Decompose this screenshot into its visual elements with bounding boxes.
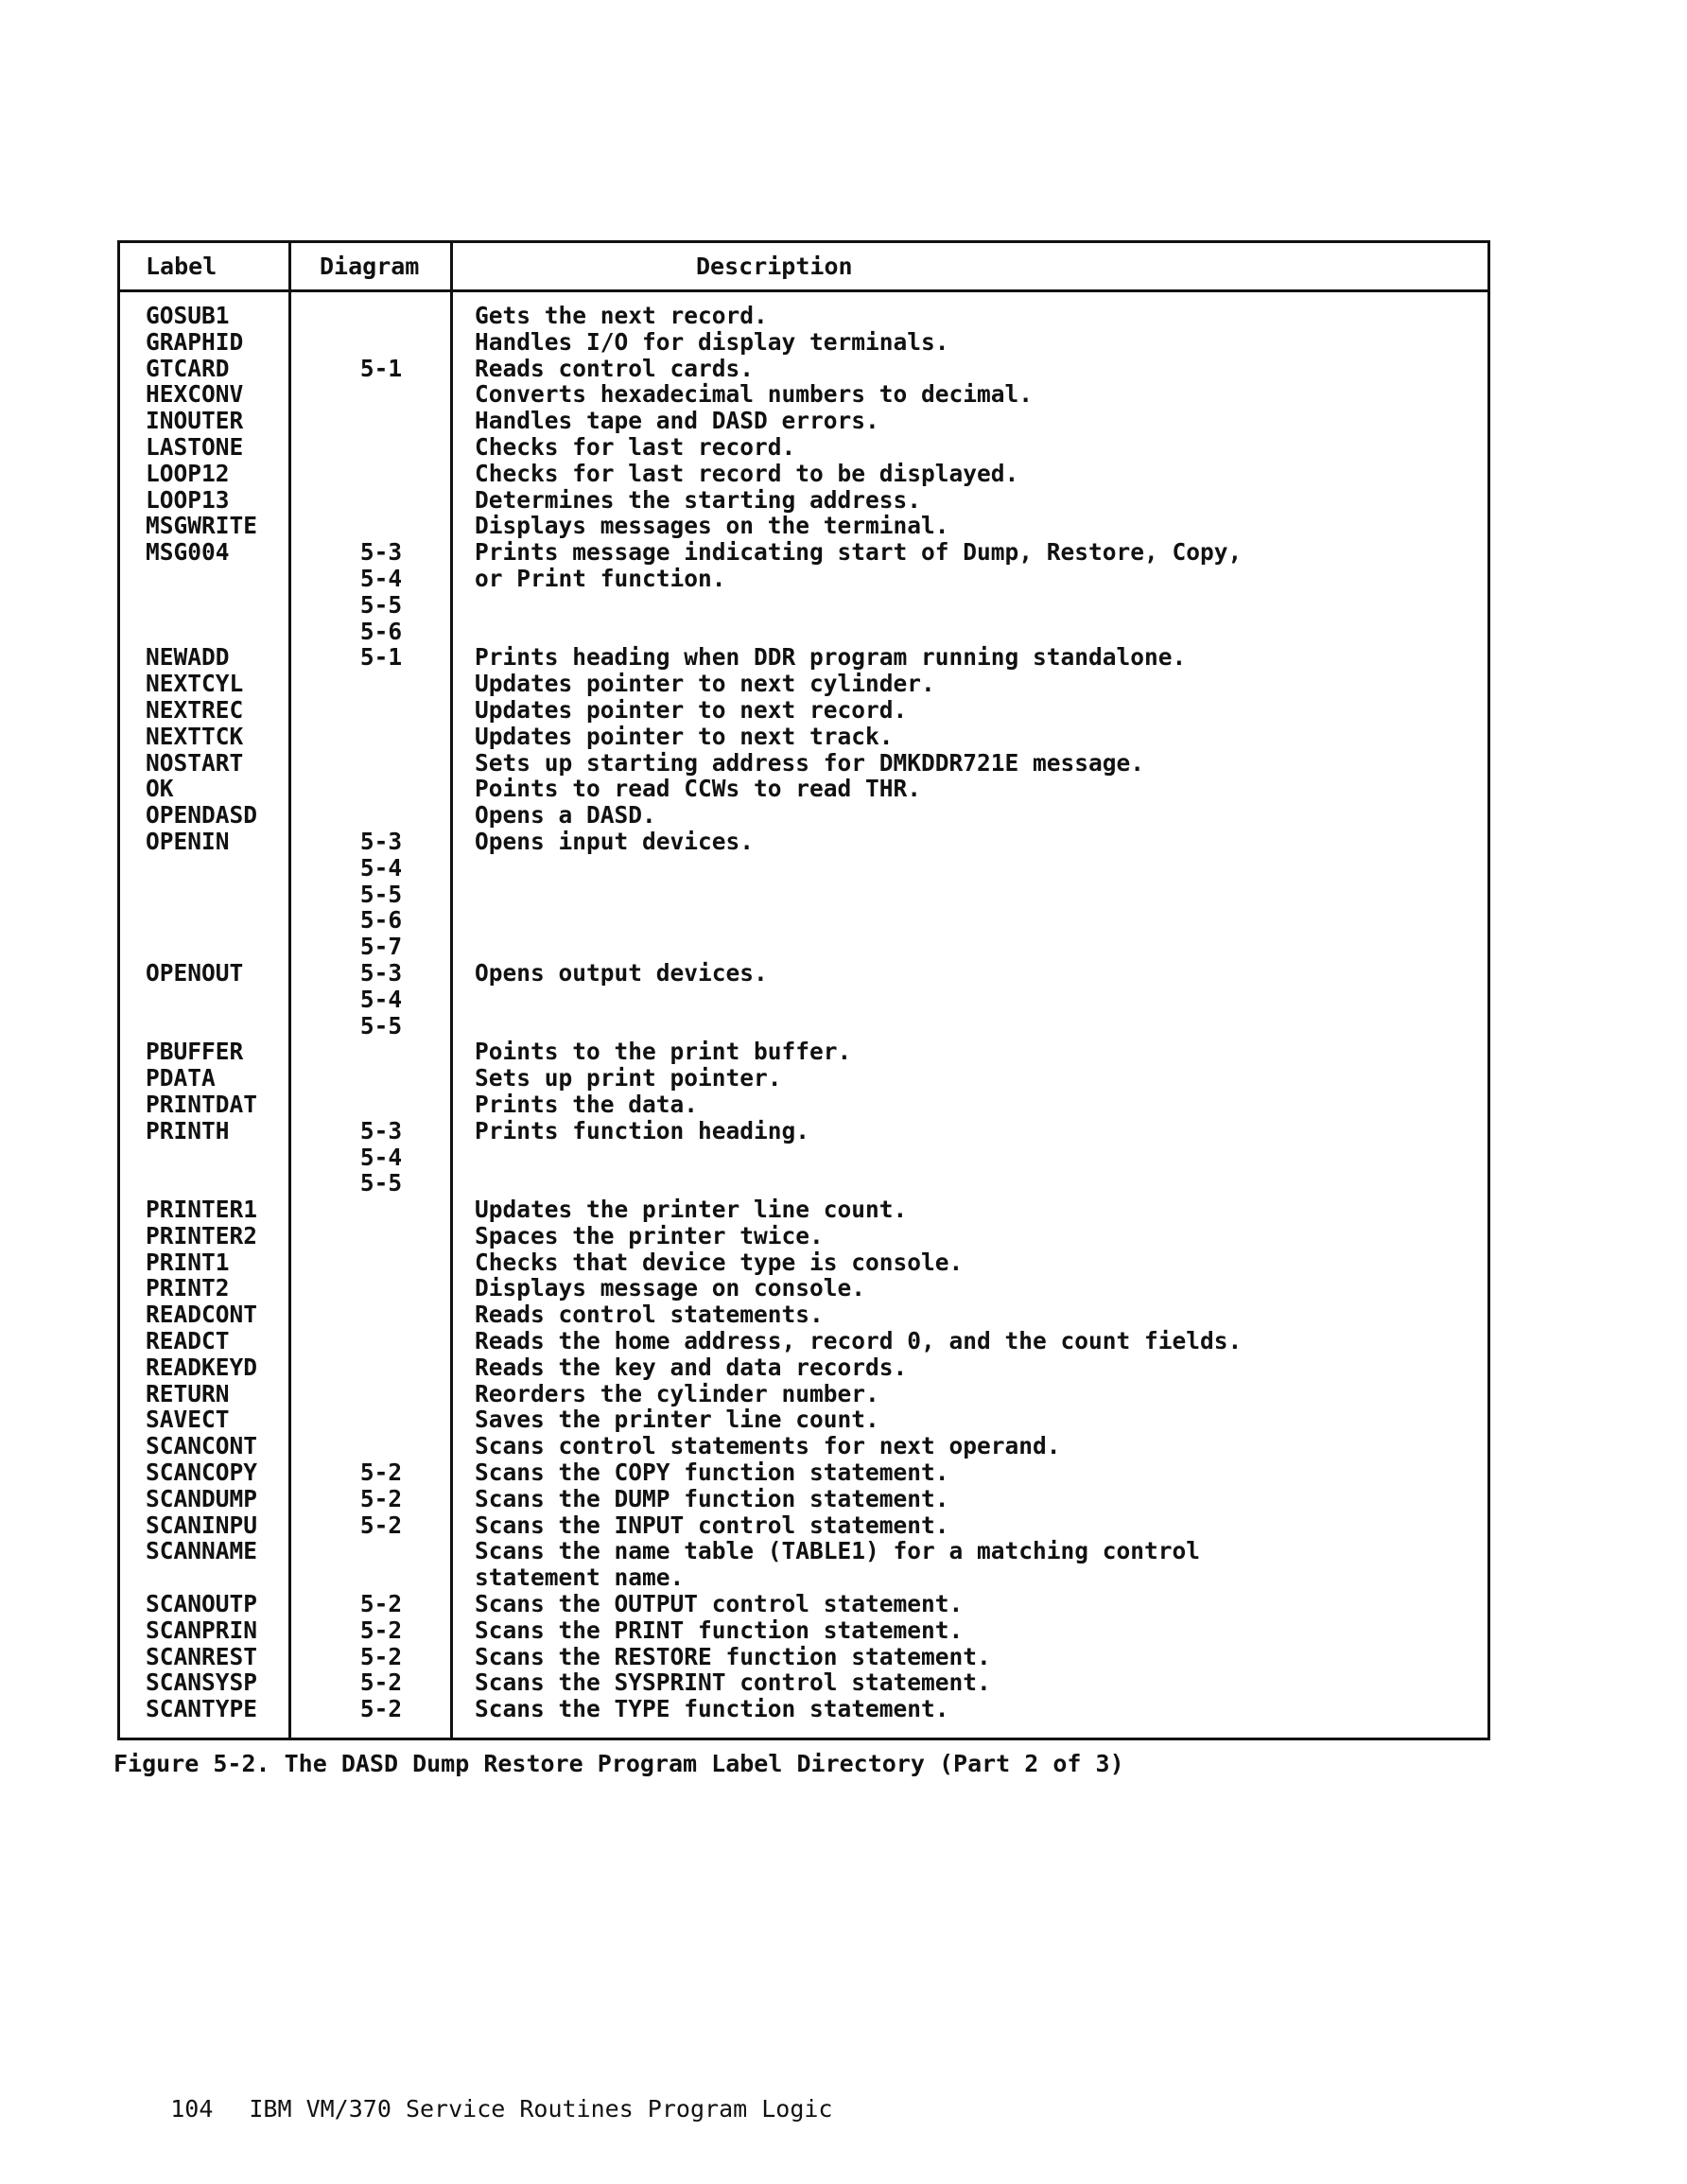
- table-row: [117, 987, 1490, 1013]
- row-description: Spaces the printer twice.: [475, 1221, 824, 1249]
- row-label: PDATA: [146, 1064, 216, 1092]
- row-diagram: 5-4: [359, 1143, 403, 1171]
- row-diagram: 5-1: [359, 354, 403, 382]
- row-label: LOOP13: [146, 485, 230, 514]
- table-row: [117, 1486, 1490, 1512]
- table-row: [117, 1328, 1490, 1354]
- row-diagram: 5-3: [359, 538, 403, 567]
- row-diagram: 5-2: [359, 1616, 403, 1644]
- row-label: OPENOUT: [146, 958, 244, 987]
- row-description: Sets up print pointer.: [475, 1064, 782, 1092]
- table-row: [117, 513, 1490, 539]
- table-row: [117, 1591, 1490, 1617]
- row-label: SCANPRIN: [146, 1616, 258, 1644]
- table-row: [117, 934, 1490, 960]
- table-row: [117, 1275, 1490, 1302]
- row-description: Updates the printer line count.: [475, 1196, 908, 1224]
- table-row: [117, 1669, 1490, 1696]
- table-row: [117, 671, 1490, 697]
- row-description: Scans the name table (TABLE1) for a matching control: [475, 1537, 1201, 1565]
- table-row: [117, 802, 1490, 829]
- row-description: Handles tape and DASD errors.: [475, 407, 879, 435]
- table-row: [117, 381, 1490, 408]
- row-description: Reads the home address, record 0, and the count fields.: [475, 1327, 1243, 1355]
- row-description: Prints message indicating start of Dump, Restore, Copy,: [475, 538, 1243, 567]
- footer-title: IBM VM/370 Service Routines Program Logic: [249, 2095, 833, 2123]
- table-row: [117, 539, 1490, 566]
- header-diagram: Diagram: [320, 253, 420, 280]
- row-description: Reorders the cylinder number.: [475, 1379, 879, 1407]
- row-description: Opens input devices.: [475, 827, 755, 855]
- row-diagram: 5-4: [359, 564, 403, 592]
- row-description: Opens a DASD.: [475, 801, 656, 830]
- table-row: [117, 1538, 1490, 1564]
- table-row: [117, 1354, 1490, 1381]
- table-row: [117, 329, 1490, 356]
- table-row: [117, 1223, 1490, 1249]
- table-row: [117, 1249, 1490, 1276]
- table-row: [117, 592, 1490, 619]
- row-label: PRINT1: [146, 1248, 230, 1276]
- row-label: NOSTART: [146, 748, 244, 777]
- table-row: [117, 356, 1490, 382]
- row-label: SCANSYSP: [146, 1669, 258, 1697]
- row-label: SCANCOPY: [146, 1459, 258, 1487]
- table-body: [117, 303, 1490, 1722]
- table-row: [117, 1302, 1490, 1328]
- row-label: NEXTREC: [146, 695, 244, 724]
- row-label: READKEYD: [146, 1353, 258, 1381]
- row-description: Prints heading when DDR program running standalone.: [475, 643, 1187, 672]
- row-label: SCANNAME: [146, 1537, 258, 1565]
- row-label: PRINTDAT: [146, 1090, 258, 1118]
- row-description: Checks that device type is console.: [475, 1248, 964, 1276]
- table-row: [117, 1144, 1490, 1171]
- table-row: [117, 303, 1490, 329]
- row-description: or Print function.: [475, 564, 726, 592]
- table-row: [117, 1459, 1490, 1486]
- table-row: [117, 1564, 1490, 1591]
- table-row: [117, 487, 1490, 514]
- row-description: Converts hexadecimal numbers to decimal.: [475, 380, 1034, 409]
- table-row: [117, 644, 1490, 671]
- table-row: [117, 1433, 1490, 1459]
- table-row: [117, 1644, 1490, 1670]
- row-label: READCONT: [146, 1301, 258, 1329]
- row-description: Scans the SYSPRINT control statement.: [475, 1669, 991, 1697]
- row-label: PRINTH: [146, 1116, 230, 1144]
- row-label: SCANREST: [146, 1642, 258, 1670]
- table-row: [117, 882, 1490, 908]
- row-diagram: 5-4: [359, 853, 403, 882]
- row-description: Prints function heading.: [475, 1116, 810, 1144]
- row-label: PRINTER2: [146, 1221, 258, 1249]
- row-label: SCANDUMP: [146, 1484, 258, 1512]
- row-description: Scans the OUTPUT control statement.: [475, 1590, 964, 1618]
- row-diagram: 5-3: [359, 958, 403, 987]
- table-row: [117, 960, 1490, 987]
- row-diagram: 5-2: [359, 1459, 403, 1487]
- row-label: OPENDASD: [146, 801, 258, 830]
- table-row: [117, 907, 1490, 934]
- row-description: Updates pointer to next track.: [475, 722, 894, 750]
- row-description: Prints the data.: [475, 1090, 699, 1118]
- table-row: [117, 829, 1490, 855]
- table-row: [117, 776, 1490, 802]
- row-label: SCANCONT: [146, 1432, 258, 1460]
- table-row: [117, 1013, 1490, 1040]
- row-label: NEWADD: [146, 643, 230, 672]
- row-description: Updates pointer to next record.: [475, 695, 908, 724]
- row-description: Points to the print buffer.: [475, 1038, 852, 1066]
- row-description: Scans the PRINT function statement.: [475, 1616, 964, 1644]
- row-diagram: 5-6: [359, 617, 403, 645]
- row-description: Handles I/O for display terminals.: [475, 327, 949, 356]
- table-row: [117, 461, 1490, 487]
- row-description: Displays messages on the terminal.: [475, 512, 949, 540]
- table-row: [117, 566, 1490, 592]
- row-description: Sets up starting address for DMKDDR721E message.: [475, 748, 1145, 777]
- row-description: Scans the RESTORE function statement.: [475, 1642, 991, 1670]
- row-label: INOUTER: [146, 407, 244, 435]
- row-description: Scans control statements for next operand.: [475, 1432, 1061, 1460]
- header-description: Description: [696, 253, 853, 280]
- row-label: NEXTTCK: [146, 722, 244, 750]
- row-label: NEXTCYL: [146, 670, 244, 698]
- row-description: Gets the next record.: [475, 302, 768, 329]
- row-label: GTCARD: [146, 354, 230, 382]
- row-diagram: 5-2: [359, 1695, 403, 1723]
- header-separator: [117, 289, 1490, 292]
- row-label: OPENIN: [146, 827, 230, 855]
- row-label: SCANINPU: [146, 1511, 258, 1539]
- row-label: GOSUB1: [146, 302, 230, 329]
- row-label: OK: [146, 775, 174, 803]
- row-diagram: 5-5: [359, 1011, 403, 1040]
- row-label: LASTONE: [146, 432, 244, 461]
- row-description: Reads control statements.: [475, 1301, 824, 1329]
- table-row: [117, 1381, 1490, 1407]
- page-number: 104: [170, 2095, 214, 2123]
- row-diagram: 5-5: [359, 1169, 403, 1197]
- row-label: SCANOUTP: [146, 1590, 258, 1618]
- row-diagram: 5-3: [359, 827, 403, 855]
- row-description: Saves the printer line count.: [475, 1406, 879, 1434]
- row-diagram: 5-1: [359, 643, 403, 672]
- row-label: RETURN: [146, 1379, 230, 1407]
- row-description: Reads control cards.: [475, 354, 755, 382]
- figure-caption: Figure 5-2. The DASD Dump Restore Program Label Directory (Part 2 of 3): [113, 1750, 1124, 1777]
- table-row: [117, 619, 1490, 645]
- row-label: MSG004: [146, 538, 230, 567]
- row-diagram: 5-2: [359, 1669, 403, 1697]
- table-row: [117, 855, 1490, 882]
- table-row: [117, 1118, 1490, 1144]
- row-label: GRAPHID: [146, 327, 244, 356]
- table-header: [117, 246, 1490, 288]
- row-description: Scans the INPUT control statement.: [475, 1511, 949, 1539]
- table-row: [117, 1197, 1490, 1223]
- table-row: [117, 1092, 1490, 1118]
- row-diagram: 5-2: [359, 1511, 403, 1539]
- page-footer: [113, 2068, 832, 2150]
- row-description: Checks for last record.: [475, 432, 796, 461]
- row-diagram: 5-3: [359, 1116, 403, 1144]
- row-description: Reads the key and data records.: [475, 1353, 908, 1381]
- table-row: [117, 1512, 1490, 1539]
- table-row: [117, 1039, 1490, 1065]
- table-row: [117, 1170, 1490, 1197]
- row-label: READCT: [146, 1327, 230, 1355]
- row-diagram: 5-7: [359, 933, 403, 961]
- row-label: PRINT2: [146, 1274, 230, 1302]
- row-label: SAVECT: [146, 1406, 230, 1434]
- row-diagram: 5-5: [359, 880, 403, 908]
- table-row: [117, 1065, 1490, 1092]
- row-description: Checks for last record to be displayed.: [475, 459, 1019, 487]
- row-description: Displays message on console.: [475, 1274, 866, 1302]
- table-row: [117, 724, 1490, 750]
- table-row: [117, 1617, 1490, 1644]
- table-row: [117, 408, 1490, 434]
- row-label: PBUFFER: [146, 1038, 244, 1066]
- row-description: Scans the TYPE function statement.: [475, 1695, 949, 1723]
- row-label: SCANTYPE: [146, 1695, 258, 1723]
- row-diagram: 5-5: [359, 590, 403, 619]
- row-diagram: 5-6: [359, 906, 403, 935]
- row-label: PRINTER1: [146, 1196, 258, 1224]
- header-label: Label: [146, 253, 217, 280]
- row-diagram: 5-2: [359, 1590, 403, 1618]
- table-row: [117, 434, 1490, 461]
- row-diagram: 5-2: [359, 1642, 403, 1670]
- row-diagram: 5-2: [359, 1484, 403, 1512]
- row-description: Determines the starting address.: [475, 485, 922, 514]
- row-label: HEXCONV: [146, 380, 244, 409]
- table-row: [117, 750, 1490, 777]
- row-description: Updates pointer to next cylinder.: [475, 670, 935, 698]
- row-description: Opens output devices.: [475, 958, 768, 987]
- row-label: LOOP12: [146, 459, 230, 487]
- row-diagram: 5-4: [359, 985, 403, 1013]
- row-description: Points to read CCWs to read THR.: [475, 775, 922, 803]
- row-description: Scans the COPY function statement.: [475, 1459, 949, 1487]
- row-description: Scans the DUMP function statement.: [475, 1484, 949, 1512]
- table-row: [117, 1696, 1490, 1722]
- row-label: MSGWRITE: [146, 512, 258, 540]
- table-row: [117, 697, 1490, 724]
- row-description: statement name.: [475, 1564, 685, 1592]
- table-row: [117, 1406, 1490, 1433]
